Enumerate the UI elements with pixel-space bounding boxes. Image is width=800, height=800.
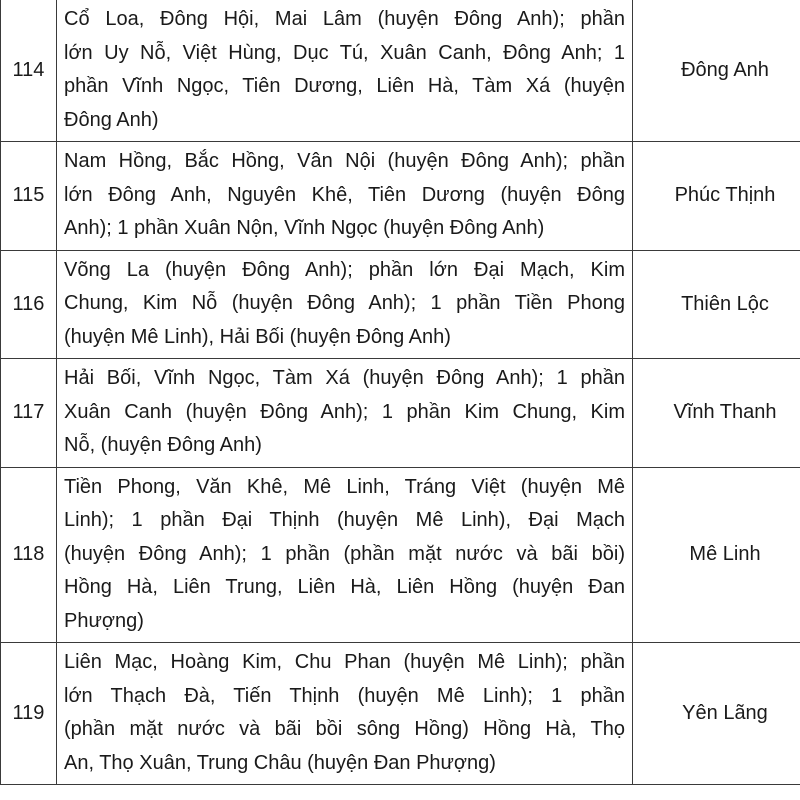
new-commune-name: Thiên Lộc: [633, 250, 800, 359]
merged-communes-line: Nam Hồng, Bắc Hồng, Vân Nội (huyện Đông Anh); phần: [64, 150, 625, 172]
new-commune-name: Phúc Thịnh: [633, 142, 800, 251]
row-number: 117: [1, 359, 57, 468]
merged-communes-line: (huyện Đông Anh); 1 phần (phần mặt nước và bãi bồi): [64, 542, 625, 565]
table-row: [1, 0, 800, 142]
merged-communes-cell: [57, 250, 633, 359]
merged-communes-line: An, Thọ Xuân, Trung Châu (huyện Đan Phượng): [64, 751, 496, 774]
merged-communes-cell: [57, 643, 633, 785]
merged-communes-line: Nỗ, (huyện Đông Anh): [64, 434, 262, 456]
row-number: 115: [1, 142, 57, 251]
merged-communes-line: (phần mặt nước và bãi bồi sông Hồng) Hồng Hà, Thọ: [64, 718, 625, 740]
table-row: [1, 250, 800, 359]
merged-communes-line: Võng La (huyện Đông Anh); phần lớn Đại Mạch, Kim: [64, 258, 625, 281]
merged-communes-line: Tiền Phong, Văn Khê, Mê Linh, Tráng Việt (huyện Mê: [64, 475, 625, 498]
new-commune-name: Mê Linh: [633, 467, 800, 643]
row-number: 118: [1, 467, 57, 643]
merged-communes-line: Phượng): [64, 609, 144, 632]
merged-communes-line: Liên Mạc, Hoàng Kim, Chu Phan (huyện Mê Linh); phần: [64, 651, 625, 673]
merged-communes-cell: [57, 467, 633, 643]
table-row: [1, 142, 800, 251]
new-commune-name: Đông Anh: [633, 0, 800, 142]
merged-communes-line: lớn Uy Nỗ, Việt Hùng, Dục Tú, Xuân Canh, Đông Anh; 1: [64, 41, 625, 64]
row-number: 114: [1, 0, 57, 142]
merged-communes-line: Linh); 1 phần Đại Thịnh (huyện Mê Linh), Đại Mạch: [64, 509, 625, 531]
merged-communes-line: (huyện Mê Linh), Hải Bối (huyện Đông Anh): [64, 325, 451, 348]
merged-communes-line: lớn Đông Anh, Nguyên Khê, Tiên Dương (huyện Đông: [64, 183, 625, 206]
table-body: [1, 0, 800, 785]
merged-communes-line: phần Vĩnh Ngọc, Tiên Dương, Liên Hà, Tàm Xá (huyện: [64, 75, 625, 97]
merged-communes-line: Hồng Hà, Liên Trung, Liên Hà, Liên Hồng (huyện Đan: [64, 576, 625, 598]
merged-communes-line: Chung, Kim Nỗ (huyện Đông Anh); 1 phần Tiền Phong: [64, 292, 625, 314]
merged-communes-line: Cổ Loa, Đông Hội, Mai Lâm (huyện Đông Anh); phần: [64, 8, 625, 30]
row-number: 119: [1, 643, 57, 785]
merged-communes-cell: [57, 142, 633, 251]
merged-communes-cell: [57, 0, 633, 142]
merged-communes-line: lớn Thạch Đà, Tiến Thịnh (huyện Mê Linh); 1 phần: [64, 684, 625, 707]
merged-communes-line: Hải Bối, Vĩnh Ngọc, Tàm Xá (huyện Đông Anh); 1 phần: [64, 367, 625, 389]
row-number: 116: [1, 250, 57, 359]
table-row: [1, 359, 800, 468]
merged-communes-cell: [57, 359, 633, 468]
merged-communes-line: Đông Anh): [64, 108, 159, 131]
new-commune-name: Yên Lãng: [633, 643, 800, 785]
table-row: [1, 643, 800, 785]
table-row: [1, 467, 800, 643]
merged-communes-line: Anh); 1 phần Xuân Nộn, Vĩnh Ngọc (huyện Đông Anh): [64, 217, 545, 239]
new-commune-name: Vĩnh Thanh: [633, 359, 800, 468]
merged-communes-line: Xuân Canh (huyện Đông Anh); 1 phần Kim Chung, Kim: [64, 400, 625, 423]
